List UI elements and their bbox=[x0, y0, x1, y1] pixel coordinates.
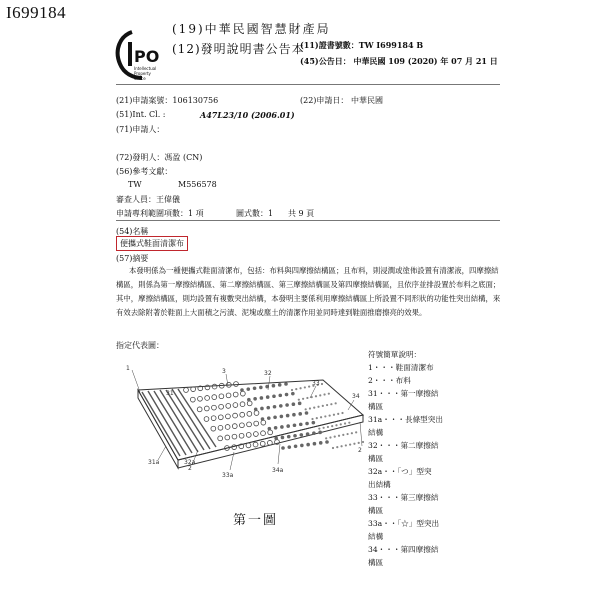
protrusion bbox=[349, 443, 351, 445]
figure-label-34a: 34a bbox=[272, 467, 284, 474]
figure-label-33a: 33a bbox=[222, 472, 234, 479]
protrusion bbox=[305, 411, 309, 415]
protrusion bbox=[308, 385, 310, 387]
publication-date: (45)公告日： 中華民國 109 (2020) 年 07 月 21 日 bbox=[300, 56, 498, 66]
legend-item: 2・・・布料 bbox=[368, 376, 411, 385]
protrusion bbox=[291, 392, 295, 396]
protrusion bbox=[260, 407, 264, 411]
svg-text:Intellectual: Intellectual bbox=[134, 66, 157, 71]
protrusion bbox=[280, 415, 284, 419]
figure-label-31a: 31a bbox=[148, 459, 160, 466]
figure-label-2-right: 2 bbox=[358, 447, 362, 454]
protrusion bbox=[348, 422, 350, 424]
protrusion bbox=[313, 442, 317, 446]
protrusion bbox=[320, 416, 322, 418]
protrusion bbox=[233, 403, 238, 408]
protrusion bbox=[266, 406, 270, 410]
protrusion bbox=[287, 445, 291, 449]
protrusion bbox=[240, 391, 245, 396]
protrusion bbox=[247, 398, 251, 402]
protrusion bbox=[279, 404, 283, 408]
protrusion bbox=[345, 444, 347, 446]
reference-number: M556578 bbox=[178, 180, 217, 189]
references: (56)參考文獻： bbox=[116, 167, 173, 176]
protrusion bbox=[300, 433, 304, 437]
protrusion bbox=[286, 414, 290, 418]
figure-caption: 第一圖 bbox=[233, 513, 279, 528]
protrusion bbox=[253, 397, 257, 401]
protrusion bbox=[272, 394, 276, 398]
protrusion bbox=[239, 433, 244, 438]
protrusion bbox=[335, 424, 337, 426]
protrusion bbox=[268, 427, 272, 431]
protrusion bbox=[247, 422, 252, 427]
protrusion bbox=[322, 405, 324, 407]
protrusion bbox=[286, 424, 290, 428]
protrusion bbox=[353, 443, 355, 445]
protrusion bbox=[340, 445, 342, 447]
protrusion bbox=[212, 405, 217, 410]
figure-label-33: 33 bbox=[312, 380, 320, 387]
protrusion bbox=[306, 432, 310, 436]
symbol-legend bbox=[368, 348, 488, 569]
cloth-side bbox=[138, 390, 178, 468]
legend-item: 構區 bbox=[368, 506, 384, 515]
protrusion bbox=[226, 414, 231, 419]
protrusion bbox=[329, 436, 331, 438]
protrusion bbox=[333, 414, 335, 416]
claims-count: 申請專利範圍項數：1 項 bbox=[116, 209, 204, 218]
protrusion bbox=[204, 406, 209, 411]
protrusion bbox=[218, 425, 223, 430]
protrusion bbox=[254, 408, 258, 412]
protrusion bbox=[253, 442, 258, 447]
protrusion bbox=[351, 432, 353, 434]
protrusion bbox=[300, 444, 304, 448]
star-structures bbox=[240, 382, 329, 450]
certificate-number: (11)證書號數：TW I699184 B bbox=[300, 40, 424, 50]
protrusion bbox=[274, 426, 278, 430]
protrusion bbox=[319, 394, 321, 396]
protrusion bbox=[226, 393, 231, 398]
office-name: (19)中華民國智慧財產局 bbox=[172, 22, 331, 36]
protrusion bbox=[268, 430, 273, 435]
protrusion bbox=[329, 414, 331, 416]
document-number: I699184 bbox=[6, 3, 67, 22]
page-count: 共 9 頁 bbox=[288, 209, 315, 218]
protrusion bbox=[298, 399, 300, 401]
protrusion bbox=[317, 406, 319, 408]
protrusion bbox=[344, 422, 346, 424]
figure-label-1: 1 bbox=[126, 365, 130, 372]
protrusion bbox=[253, 386, 257, 390]
protrusion bbox=[267, 440, 272, 445]
protrusion bbox=[247, 401, 252, 406]
title-label: (54)名稱 bbox=[116, 227, 149, 236]
protrusion bbox=[285, 403, 289, 407]
application-date: (22)申請日： 中華民國 bbox=[300, 96, 383, 105]
int-cl-value: A47L23/10 (2006.01) bbox=[200, 110, 295, 120]
protrusion bbox=[355, 431, 357, 433]
protrusion bbox=[219, 404, 224, 409]
svg-text:PO: PO bbox=[134, 47, 160, 66]
svg-text:Property: Property bbox=[134, 71, 151, 76]
protrusion bbox=[278, 383, 282, 387]
protrusion bbox=[338, 435, 340, 437]
protrusion bbox=[358, 442, 360, 444]
reference-country: TW bbox=[128, 180, 142, 189]
protrusion bbox=[246, 433, 251, 438]
protrusion bbox=[326, 404, 328, 406]
protrusion bbox=[312, 421, 316, 425]
protrusion bbox=[240, 402, 245, 407]
protrusion bbox=[337, 413, 339, 415]
protrusion bbox=[325, 440, 329, 444]
legend-item: 結構 bbox=[368, 532, 384, 541]
protrusion bbox=[246, 387, 250, 391]
legend-item: 出結構 bbox=[368, 480, 391, 489]
figure-one-drawing bbox=[118, 360, 368, 480]
protrusion bbox=[312, 431, 316, 435]
abstract-label: (57)摘要 bbox=[116, 254, 149, 263]
protrusion bbox=[311, 418, 313, 420]
protrusion bbox=[298, 412, 302, 416]
legend-item: 33a・・「☆」型突出 bbox=[368, 519, 440, 528]
protrusion bbox=[341, 412, 343, 414]
bib-divider bbox=[116, 220, 500, 221]
protrusion bbox=[205, 396, 210, 401]
legend-item: 1・・・鞋面清潔布 bbox=[368, 363, 434, 372]
svg-text:Office: Office bbox=[134, 76, 146, 81]
protrusion bbox=[323, 427, 325, 429]
legend-item: 結構 bbox=[368, 428, 384, 437]
protrusion bbox=[332, 447, 334, 449]
figure-label-32a: 32a bbox=[184, 459, 196, 466]
protrusion bbox=[313, 407, 315, 409]
legend-item: 31a・・・長條型突出 bbox=[368, 415, 443, 424]
protrusion bbox=[325, 437, 327, 439]
legend-item: 構區 bbox=[368, 402, 384, 411]
protrusion bbox=[299, 387, 301, 389]
legend-title: 符號簡單說明： bbox=[368, 350, 422, 359]
protrusion bbox=[302, 398, 304, 400]
protrusion bbox=[316, 417, 318, 419]
protrusion bbox=[304, 386, 306, 388]
protrusion bbox=[321, 383, 323, 385]
protrusion bbox=[240, 412, 245, 417]
tipo-logo bbox=[112, 28, 168, 84]
protrusion bbox=[261, 420, 266, 425]
protrusion bbox=[267, 416, 271, 420]
protrusion bbox=[211, 416, 216, 421]
protrusion bbox=[342, 434, 344, 436]
protrusion bbox=[305, 422, 309, 426]
protrusion bbox=[273, 415, 277, 419]
protrusion bbox=[240, 423, 245, 428]
protrusion bbox=[204, 417, 209, 422]
protrusion bbox=[309, 407, 311, 409]
protrusion bbox=[225, 425, 230, 430]
protrusion bbox=[362, 441, 364, 443]
protrusion bbox=[299, 423, 303, 427]
figure-label-31: 31 bbox=[166, 390, 174, 397]
protrusion bbox=[336, 446, 338, 448]
legend-item: 33・・・第三摩擦結 bbox=[368, 493, 439, 502]
protrusion bbox=[234, 382, 239, 387]
figure-label-34: 34 bbox=[352, 393, 360, 400]
representative-figure-label: 指定代表圖： bbox=[116, 341, 164, 350]
protrusion bbox=[233, 392, 238, 397]
protrusion bbox=[253, 432, 258, 437]
protrusion bbox=[218, 436, 223, 441]
applicant: (71)申請人： bbox=[116, 125, 165, 134]
protrusion bbox=[335, 402, 337, 404]
protrusion bbox=[340, 423, 342, 425]
protrusion bbox=[315, 395, 317, 397]
protrusion bbox=[260, 396, 264, 400]
legend-item: 構區 bbox=[368, 558, 384, 567]
protrusion bbox=[254, 411, 259, 416]
protrusion bbox=[260, 441, 265, 446]
protrusion bbox=[334, 436, 336, 438]
protrusion bbox=[323, 393, 325, 395]
protrusion bbox=[246, 443, 251, 448]
protrusion bbox=[330, 403, 332, 405]
int-cl-label: (51)Int. Cl. : bbox=[116, 110, 166, 119]
figure-label-32: 32 bbox=[264, 370, 272, 377]
application-number: (21)申請案號：106130756 bbox=[116, 96, 219, 105]
protrusion bbox=[294, 444, 298, 448]
protrusion bbox=[211, 426, 216, 431]
protrusion bbox=[259, 386, 263, 390]
publication-type: (12)發明說明書公告本 bbox=[172, 42, 305, 56]
protrusion bbox=[218, 415, 223, 420]
protrusion bbox=[328, 393, 330, 395]
protrusion bbox=[274, 437, 278, 441]
protrusion bbox=[254, 421, 259, 426]
protrusion bbox=[327, 426, 329, 428]
protrusion bbox=[212, 395, 217, 400]
examiner: 審查人員：王偉儀 bbox=[116, 195, 180, 204]
protrusion bbox=[285, 393, 289, 397]
protrusion bbox=[306, 397, 308, 399]
protrusion bbox=[197, 407, 202, 412]
protrusion bbox=[247, 411, 252, 416]
protrusion bbox=[318, 428, 320, 430]
protrusion bbox=[240, 388, 244, 392]
leader-lines bbox=[132, 370, 362, 470]
protrusion bbox=[266, 395, 270, 399]
protrusion bbox=[291, 389, 293, 391]
protrusion bbox=[278, 394, 282, 398]
protrusion bbox=[298, 402, 302, 406]
protrusion bbox=[292, 402, 296, 406]
protrusion bbox=[226, 404, 231, 409]
protrusion bbox=[273, 405, 277, 409]
protrusion bbox=[232, 424, 237, 429]
protrusion bbox=[305, 408, 307, 410]
protrusion bbox=[212, 384, 217, 389]
protrusion bbox=[272, 384, 276, 388]
protrusion bbox=[281, 446, 285, 450]
protrusion bbox=[281, 436, 285, 440]
protrusion bbox=[232, 434, 237, 439]
protrusion bbox=[233, 413, 238, 418]
protrusion bbox=[225, 435, 230, 440]
legend-item: 32・・・第二摩擦結 bbox=[368, 441, 439, 450]
protrusion bbox=[292, 413, 296, 417]
protrusion bbox=[190, 397, 195, 402]
legend-item: 31・・・第一摩擦結 bbox=[368, 389, 439, 398]
protrusion bbox=[331, 425, 333, 427]
protrusion bbox=[284, 382, 288, 386]
protrusion bbox=[184, 388, 189, 393]
protrusion bbox=[280, 425, 284, 429]
legend-item: 34・・・第四摩擦結 bbox=[368, 545, 439, 554]
invention-title: 便攜式鞋面清潔布 bbox=[116, 236, 188, 251]
protrusion bbox=[293, 434, 297, 438]
protrusion bbox=[198, 396, 203, 401]
protrusion bbox=[287, 435, 291, 439]
drawings-count: 圖式數：1 bbox=[236, 209, 274, 218]
protrusion bbox=[346, 433, 348, 435]
header-divider bbox=[116, 84, 500, 85]
protrusion bbox=[261, 417, 265, 421]
abstract-text: 本發明係為一種便攜式鞋面清潔布，包括：布料與四摩擦結構區；且布料，則浸潤或塗佈設置有清潔液，四摩擦結構區，則係為第一摩擦結構區、第二摩擦結構區、第三摩擦結構區及第四摩擦結構區，且依序並排設置於布料之底面；其中，摩擦結構區，則均設置有複數突出結構，本發明主要係利用摩擦結構區上所設置不同形狀的功能性突出結構，來有效去除附著於鞋面上大面積之污漬、泥塊或塵土的清潔作用並同時達到鞋面推磨擦亮的效果。 bbox=[116, 266, 501, 317]
protrusion bbox=[293, 423, 297, 427]
legend-item: 構區 bbox=[368, 454, 384, 463]
protrusion bbox=[219, 394, 224, 399]
protrusion bbox=[318, 431, 322, 435]
figure-label-3: 3 bbox=[222, 368, 226, 375]
figure-label-2-bottom: 2 bbox=[188, 465, 192, 472]
protrusion bbox=[261, 431, 266, 436]
protrusion bbox=[306, 443, 310, 447]
legend-item: 32a・・「つ」型突 bbox=[368, 467, 432, 476]
inventor: (72)發明人：馮盈 (CN) bbox=[116, 153, 203, 162]
protrusion bbox=[324, 415, 326, 417]
protrusion bbox=[295, 388, 297, 390]
protrusion bbox=[319, 441, 323, 445]
